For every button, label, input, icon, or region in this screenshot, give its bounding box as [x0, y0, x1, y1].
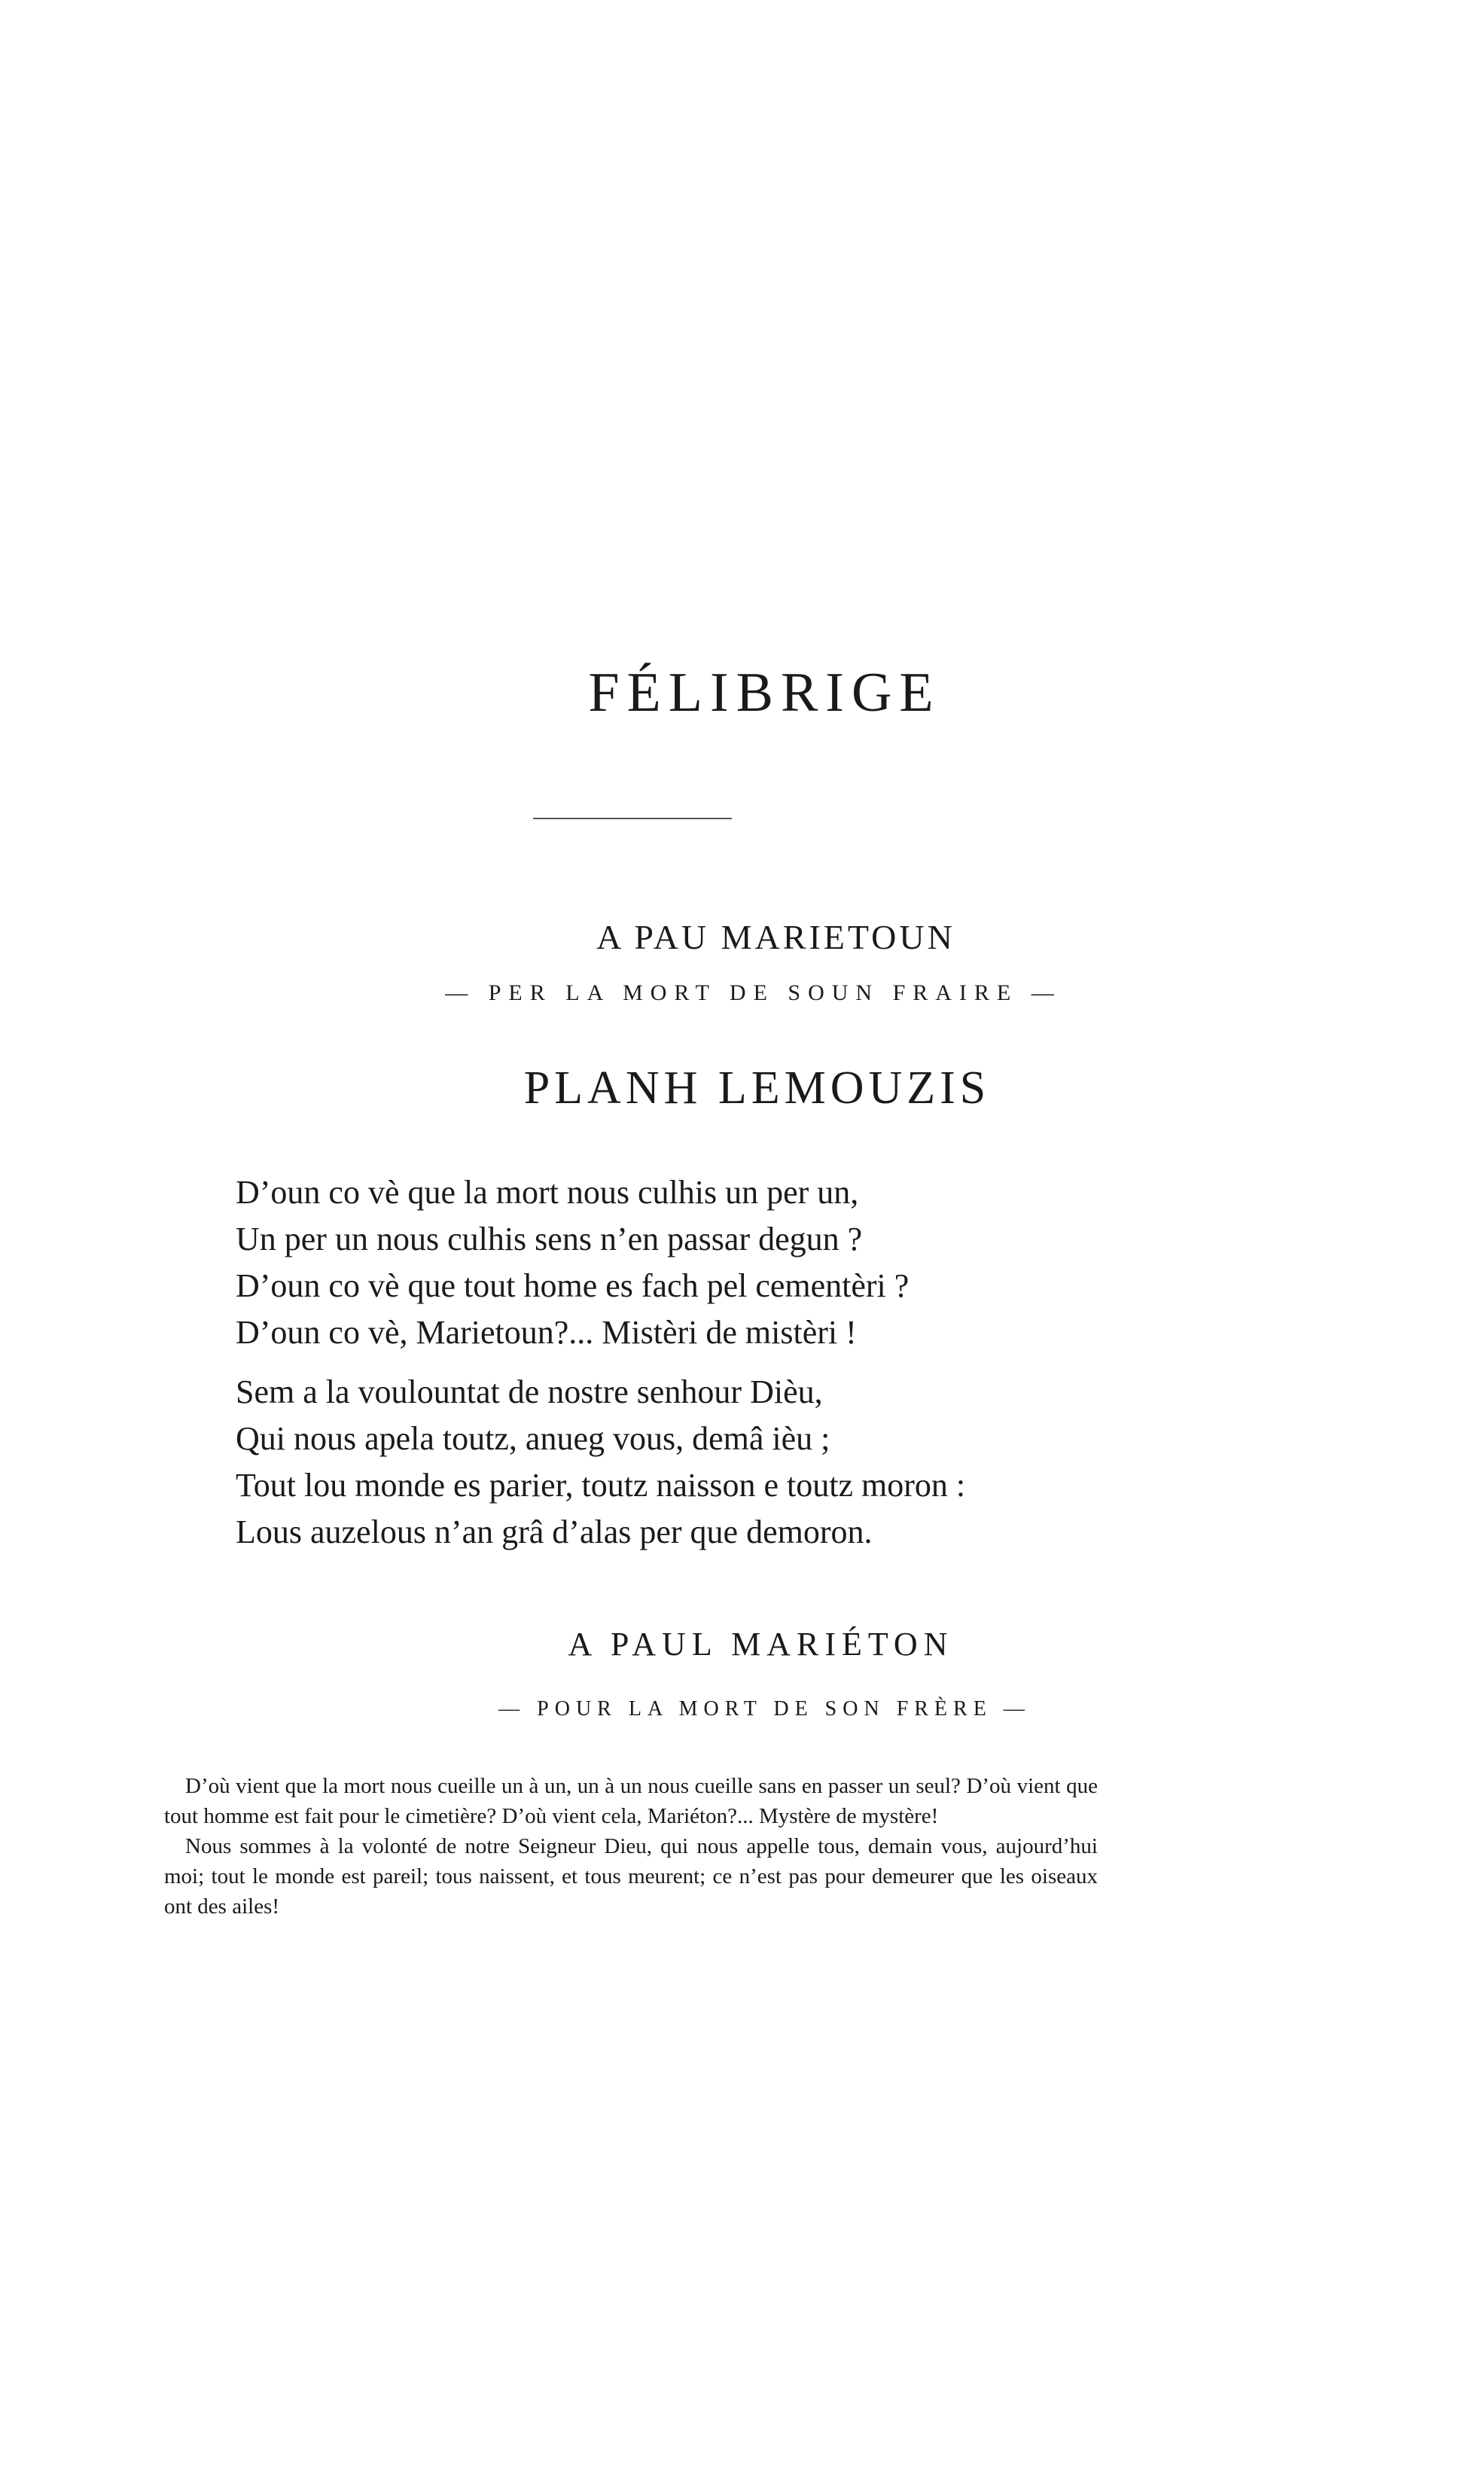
poem-line: D’oun co vè que tout home es fach pel cementèri ? — [236, 1267, 910, 1304]
poem-line: D’oun co vè que la mort nous culhis un per un, — [236, 1174, 859, 1211]
poem-line: Lous auzelous n’an grâ d’alas per que demoron. — [236, 1513, 873, 1550]
section-title: FÉLIBRIGE — [588, 662, 941, 724]
poem-stanza-2 — [236, 1369, 1064, 1556]
poem-line: Sem a la voulountat de nostre senhour Dièu, — [236, 1373, 823, 1410]
french-translation — [164, 1771, 1098, 1922]
poem-line: Un per un nous culhis sens n’en passar degun ? — [236, 1221, 863, 1257]
poem-stanza-1 — [236, 1169, 1064, 1356]
french-dedication: A PAUL MARIÉTON — [568, 1626, 954, 1663]
poem-line: D’oun co vè, Marietoun?... Mistèri de mistèri ! — [236, 1314, 857, 1351]
poem-line: Tout lou monde es parier, toutz naisson e toutz moron : — [236, 1467, 966, 1504]
translation-paragraph: D’où vient que la mort nous cueille un à un, un à un nous cueille sans en passer un seul? D’où vient que tout homme est fait pour le cimetière? D’où vient cela, Mariéton?... Mystère de mystère! — [164, 1774, 1098, 1828]
french-subtitle: — POUR LA MORT DE SON FRÈRE — — [498, 1697, 1031, 1721]
occitan-subtitle: — PER LA MORT DE SOUN FRAIRE — — [445, 980, 1062, 1005]
occitan-dedication: A PAU MARIETOUN — [596, 918, 955, 956]
translation-paragraph: Nous sommes à la volonté de notre Seigneur Dieu, qui nous appelle tous, demain vous, aujourd’hui moi; tout le monde est pareil; tous naissent, et tous meurent; ce n’est pas pour demeurer que les oiseaux ont des ailes! — [164, 1834, 1098, 1919]
title-divider — [533, 818, 732, 819]
poem-title: PLANH LEMOUZIS — [523, 1062, 991, 1114]
poem-line: Qui nous apela toutz, anueg vous, demâ ièu ; — [236, 1420, 830, 1457]
